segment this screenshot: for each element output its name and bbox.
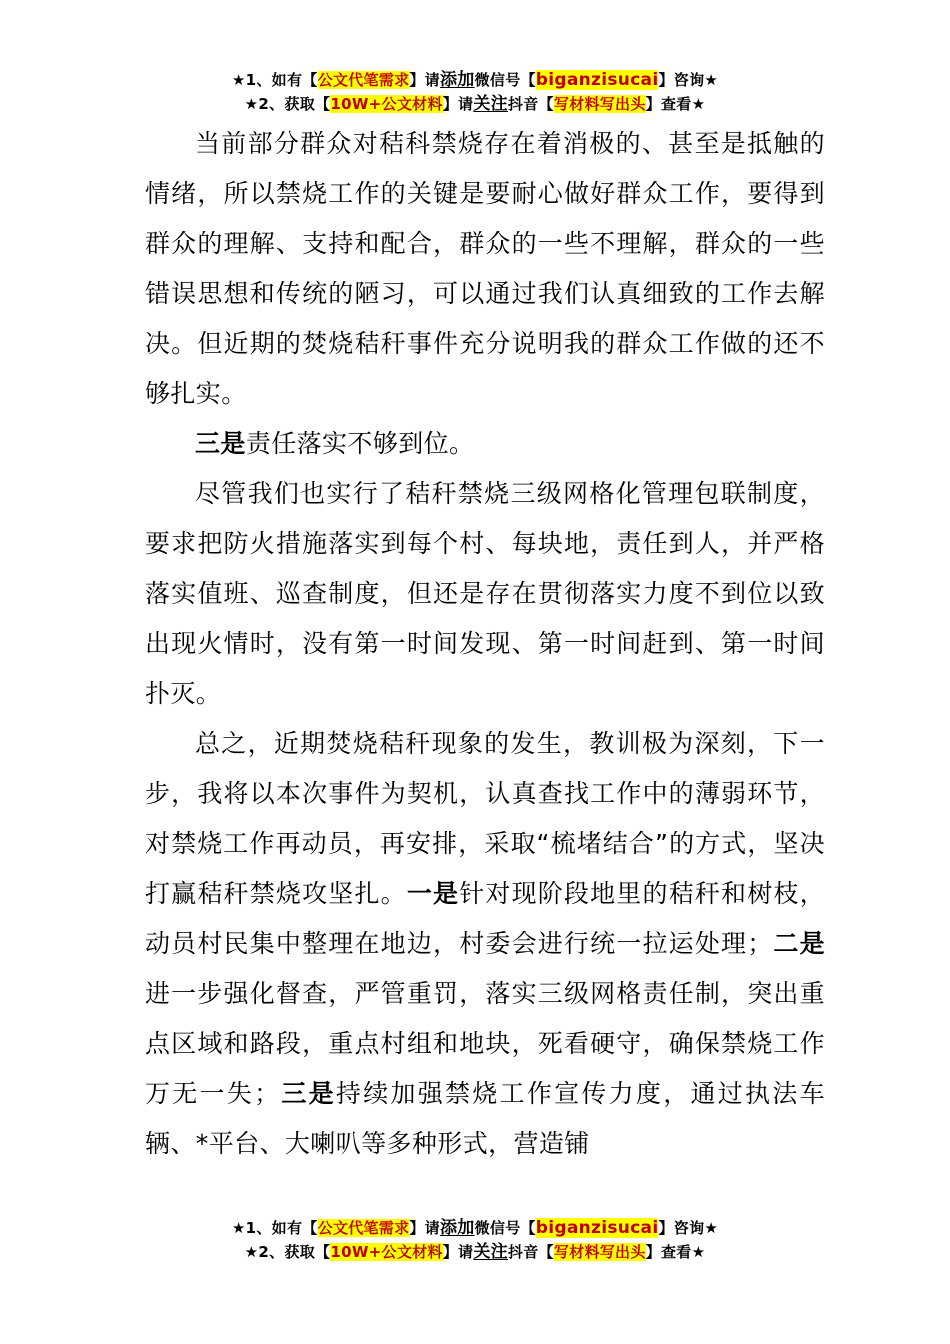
document-body [145,119,825,1169]
bold-lead: 二是 [772,929,825,958]
bold-lead: 一是 [406,879,460,908]
banner-highlight: 10W+公文材料 [330,95,443,113]
bold-lead: 三是 [195,429,246,458]
banner-underline: 关注 [473,94,508,114]
footer-banner [0,1216,950,1264]
banner-highlight: 公文代笔需求 [317,71,410,89]
banner-line-1: ★1、如有【公文代笔需求】请添加微信号【biganzisucai】咨询★ [231,1218,719,1238]
banner-highlight: 公文代笔需求 [317,1219,410,1237]
banner-underline: 关注 [473,1242,508,1262]
banner-douyin-id: 写材料写出头 [553,95,646,113]
banner-line-1: ★1、如有【公文代笔需求】请添加微信号【biganzisucai】咨询★ [231,70,719,90]
paragraph-3: 尽管我们也实行了秸秆禁烧三级网格化管理包联制度，要求把防火措施落实到每个村、每块地，责任到人，并严格落实值班、巡查制度，但还是存在贯彻落实力度不到位以致出现火情时，没有第一时间发现、第一时间赶到、第一时间扑灭。 [145,479,825,708]
bold-lead: 三是 [279,1079,336,1108]
banner-underline: 添加 [439,70,475,90]
paragraph-1: 当前部分群众对秸科禁烧存在着消极的、甚至是抵触的情绪，所以禁烧工作的关键是要耐心做好群众工作，要得到群众的理解、支持和配合，群众的一些不理解，群众的一些错误思想和传统的陋习，可以通过我们认真细致的工作去解决。但近期的焚烧秸秆事件充分说明我的群众工作做的还不够扎实。 [145,129,825,408]
banner-underline: 添加 [439,1218,475,1238]
banner-line-2: ★2、获取【10W+公文材料】请关注抖音【写材料写出头】查看★ [244,1242,706,1262]
paragraph-4: 总之，近期焚烧秸秆现象的发生，教训极为深刻，下一步，我将以本次事件为契机，认真查找工作中的薄弱环节，对禁烧工作再动员，再安排，采取“梳堵结合”的方式，坚决打赢秸秆禁烧攻坚扎。一是针对现阶段地里的秸秆和树枝，动员村民集中整理在地边，村委会进行统一拉运处理；二是进一步强化督查，严管重罚，落实三级网格责任制，突出重点区域和路段，重点村组和地块，死看硬守，确保禁烧工作万无一失；三是持续加强禁烧工作宣传力度，通过执法车辆、*平台、大喇叭等多种形式，营造铺 [145,729,825,1158]
header-banner [0,68,950,116]
banner-line-2: ★2、获取【10W+公文材料】请关注抖音【写材料写出头】查看★ [244,94,706,114]
banner-douyin-id: 写材料写出头 [553,1243,646,1261]
banner-highlight: 10W+公文材料 [330,1243,443,1261]
banner-wechat-id: biganzisucai [535,1218,659,1238]
paragraph-2: 三是责任落实不够到位。 [195,429,475,458]
banner-wechat-id: biganzisucai [535,70,659,90]
